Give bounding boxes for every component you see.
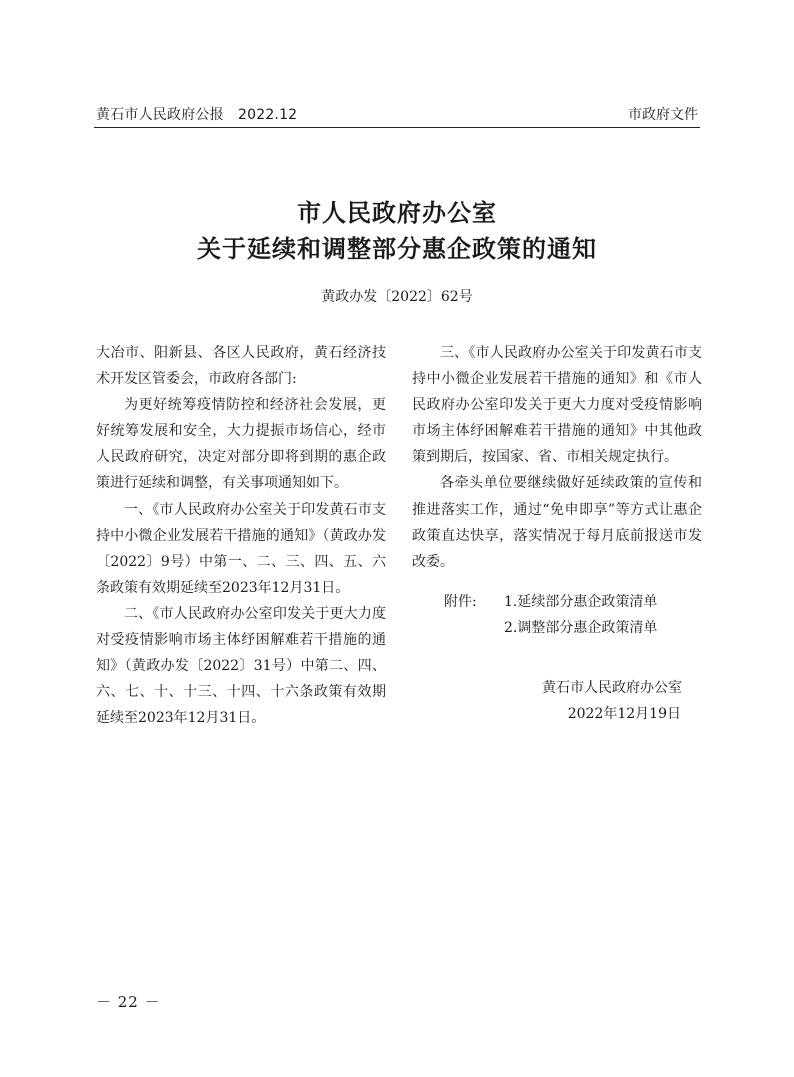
item-2-paragraph: 二、《市人民政府办公室印发关于更大力度对受疫情影响市场主体纾困解难若干措施的通知》（黄政办发〔2022〕31号）中第二、四、六、七、十、十三、十四、十六条政策有效期延续至2023年12月31日。 <box>96 605 386 727</box>
page-number: － 22 － <box>96 993 161 1011</box>
bulletin-header: 黄石市人民政府公报 2022.12 <box>96 107 298 123</box>
intro-paragraph: 为更好统筹疫情防控和经济社会发展，更好统筹发展和安全，大力提振市场信心，经市人民政府研究，决定对部分即将到期的惠企政策进行延续和调整，有关事项通知如下。 <box>96 397 386 492</box>
attachment-item: 1.延续部分惠企政策清单 <box>504 593 658 610</box>
addressee: 大冶市、阳新县、各区人民政府，黄石经济技术开发区管委会，市政府各部门: <box>96 345 386 388</box>
attachments-label: 附件: <box>444 593 477 610</box>
signature-date: 2022年12月19日 <box>567 706 681 723</box>
document-title-line2: 关于延续和调整部分惠企政策的通知 <box>197 234 597 263</box>
header-divider <box>94 127 700 128</box>
item-3-paragraph: 三、《市人民政府办公室关于印发黄石市支持中小微企业发展若干措施的通知》和《市人民政府办公室印发关于更大力度对受疫情影响市场主体纾困解难若干措施的通知》中其他政策到期后，按国家、省、市相关规定执行。 <box>412 345 702 466</box>
signature-org: 黄石市人民政府办公室 <box>542 680 682 697</box>
left-column <box>96 340 386 731</box>
document-number: 黄政办发〔2022〕62号 <box>321 289 473 305</box>
section-label: 市政府文件 <box>628 107 698 123</box>
document-title-line1: 市人民政府办公室 <box>297 198 497 227</box>
attachment-item: 2.调整部分惠企政策清单 <box>504 619 658 636</box>
item-4-paragraph: 各牵头单位要继续做好延续政策的宣传和推进落实工作，通过“免申即享”等方式让惠企政策直达快享，落实情况于每月底前报送市发改委。 <box>412 475 702 570</box>
right-column <box>412 340 702 727</box>
attachments <box>412 589 702 641</box>
item-1-paragraph: 一、《市人民政府办公室关于印发黄石市支持中小微企业发展若干措施的通知》（黄政办发〔2022〕9号）中第一、二、三、四、五、六条政策有效期延续至2023年12月31日。 <box>96 501 386 596</box>
